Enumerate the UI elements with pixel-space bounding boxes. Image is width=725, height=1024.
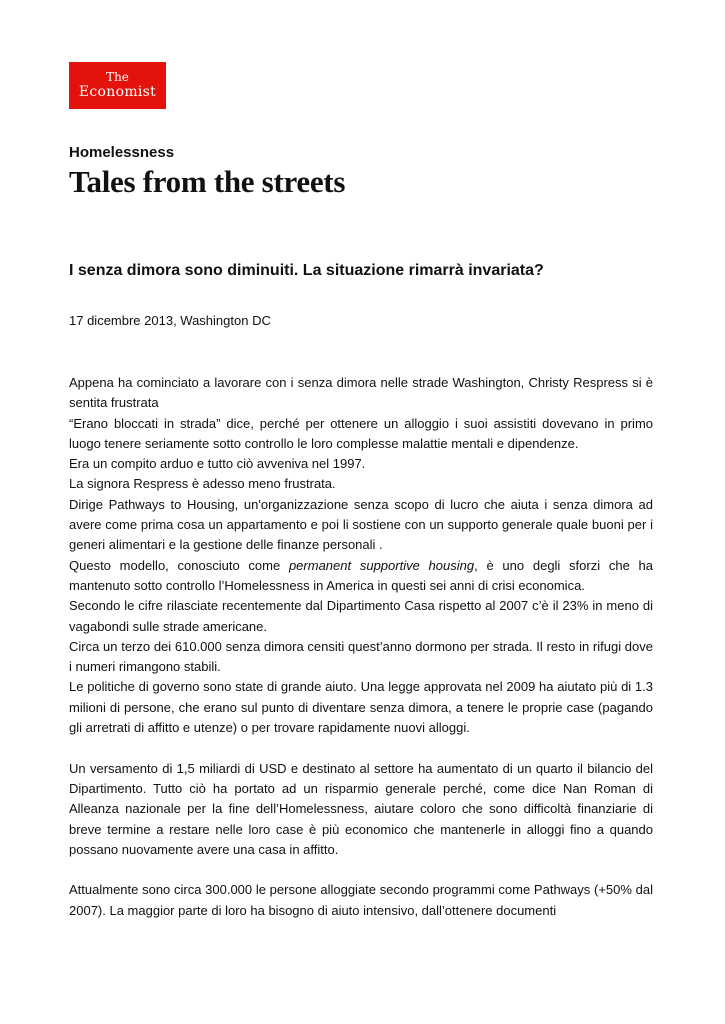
section-label: Homelessness: [69, 144, 175, 161]
paragraph-6-after: , è uno degli sforzi che ha mantenuto sotto controllo l’Homelessness in America in questi sei anni di crisi economica.: [69, 557, 654, 593]
paragraph-3: Era un compito arduo e tutto ciò avveniva nel 1997.: [69, 456, 366, 472]
paragraph-5: Dirige Pathways to Housing, un'organizzazione senza scopo di lucro che aiuta i senza dimora ad avere come prima cosa un appartamento e poi li sostiene con un supporto generale quale buoni per i generi alimentari e la gestione delle finanze personali .: [69, 496, 653, 553]
paragraph-6-emphasis: permanent supportive housing: [288, 557, 475, 573]
article-title: Tales from the streets: [69, 164, 346, 199]
article-dateline: 17 dicembre 2013, Washington DC: [69, 313, 271, 328]
paragraph-11: Attualmente sono circa 300.000 le persone alloggiate secondo programmi come Pathways (+50% dal 2007). La maggior parte di loro ha bisogno di aiuto intensivo, dall’ottenere documenti: [69, 882, 653, 918]
article-body: [69, 373, 653, 921]
paragraph-6-before: Questo modello, conosciuto come: [69, 557, 289, 573]
paragraph-6: [69, 556, 653, 597]
logo-line-2: Economist: [78, 84, 157, 100]
paragraph-1: Appena ha cominciato a lavorare con i senza dimora nelle strade Washington, Christy Respress si è sentita frustrata: [69, 375, 653, 411]
paragraph-4: La signora Respress è adesso meno frustrata.: [69, 476, 336, 492]
article-subtitle: I senza dimora sono diminuiti. La situazione rimarrà invariata?: [69, 262, 544, 279]
paragraph-7: Secondo le cifre rilasciate recentemente dal Dipartimento Casa rispetto al 2007 c’è il 23% in meno di vagabondi sulle strade americane.: [69, 598, 653, 634]
logo-line-1: The: [106, 70, 129, 84]
economist-logo: [69, 62, 166, 109]
paragraph-2: “Erano bloccati in strada” dice, perché per ottenere un alloggio i suoi assistiti dovevano in primo luogo tenere seriamente sotto controllo le loro complesse malattie mentali e dipendenze.: [69, 415, 653, 451]
paragraph-10: Un versamento di 1,5 miliardi di USD e destinato al settore ha aumentato di un quarto il bilancio del Dipartimento. Tutto ciò ha portato ad un risparmio generale perché, come dice Nan Roman di Alleanza nazionale per la fine dell’Homelessness, aiutare coloro che sono difficoltà finanziarie di breve termine a restare nelle loro case è più economico che mantenerle in alloggi fino a quando possano nuovamente avere una casa in affitto.: [69, 760, 653, 857]
paragraph-8: Circa un terzo dei 610.000 senza dimora censiti quest’anno dormono per strada. Il resto in rifugi dove i numeri rimangono stabili.: [69, 638, 653, 675]
paragraph-9: Le politiche di governo sono state di grande aiuto. Una legge approvata nel 2009 ha aiutato più di 1.3 milioni di persone, che erano sul punto di diventare senza dimora, a tenere le proprie case (pagando gli arretrati di affitto e utenze) o per trovare rapidamente nuovi alloggi.: [69, 679, 653, 736]
